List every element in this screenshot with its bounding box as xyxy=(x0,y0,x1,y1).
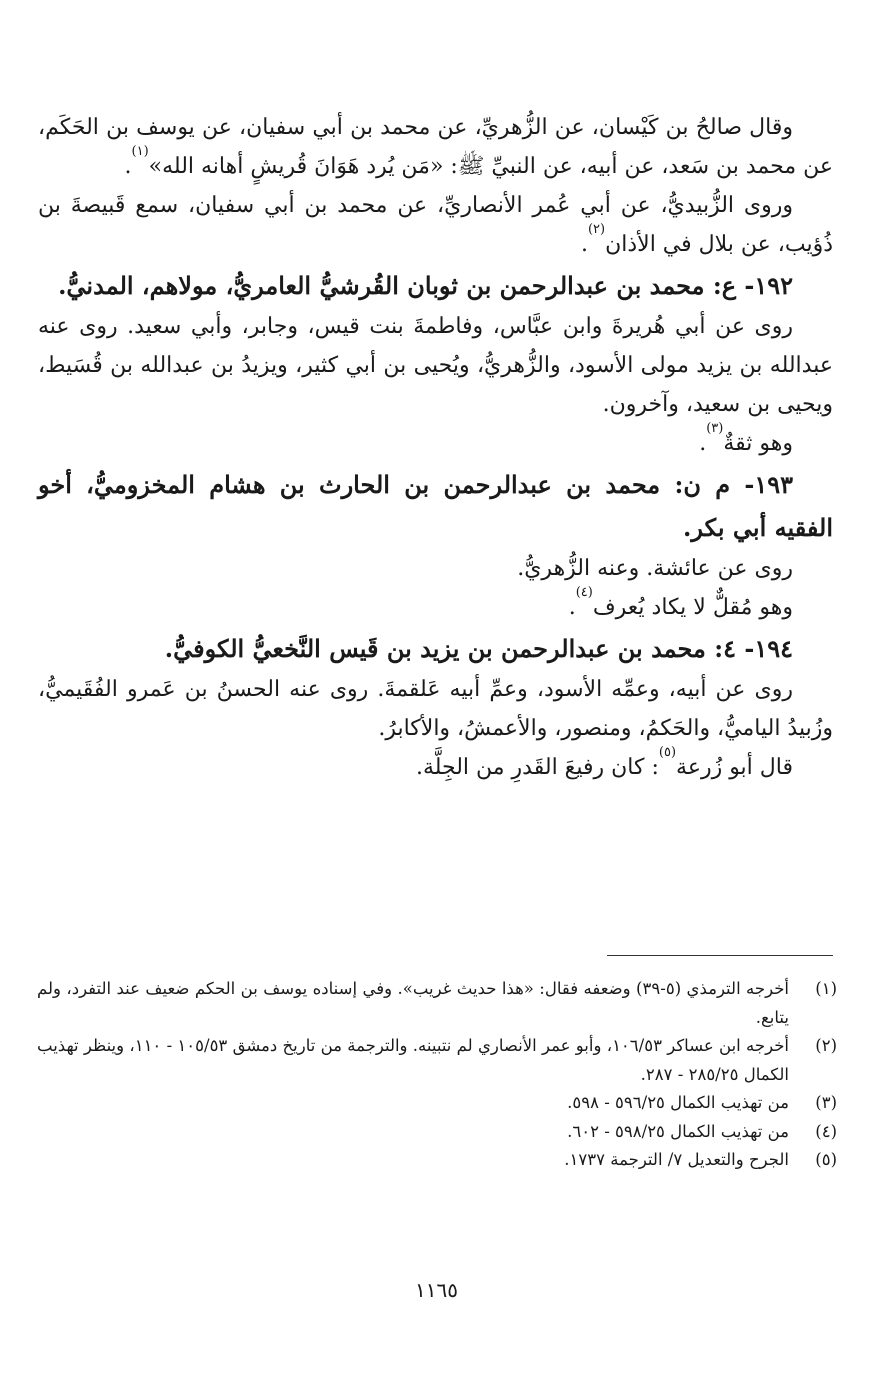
page-number: ١١٦٥ xyxy=(415,1278,458,1302)
paragraph-text: وقال صالحُ بن كَيْسان، عن الزُّهريِّ، عن محمد بن أبي سفيان، عن يوسف بن الحَكَم، عن محمد بن سَعد، عن أبيه، عن النبيِّ ﷺ: «مَن يُرد هَوَانَ قُريشٍ أهانه الله» xyxy=(38,115,833,179)
paragraph-194-narrators xyxy=(38,670,833,748)
footnote-number: (٤) xyxy=(815,1121,837,1141)
paragraph-text-after: : كان رفيعَ القَدرِ من الجِلَّة. xyxy=(415,755,659,780)
entry-number: ١٩٣- م ن: xyxy=(674,470,793,499)
entry-number: ١٩٢- ع: xyxy=(712,271,793,300)
entry-title: محمد بن عبدالرحمن بن ثوبان القُرشيُّ العامريُّ، مولاهم، المدنيُّ. xyxy=(58,271,705,300)
paragraph-192-grading xyxy=(38,421,833,463)
footnote-text: الجرح والتعديل ٧/ الترجمة ١٧٣٧. xyxy=(564,1150,789,1169)
paragraph-zubaydi-narration xyxy=(38,186,833,264)
paragraph-text: وهو مُقلٌّ لا يكاد يُعرف xyxy=(592,595,793,620)
entry-title: محمد بن عبدالرحمن بن الحارث بن هشام المخزوميُّ، أخو الفقيه أبي بكر. xyxy=(38,470,833,542)
footnote-text: من تهذيب الكمال ٥٩٨/٢٥ - ٦٠٢. xyxy=(567,1121,789,1141)
footnote-ref-5[interactable]: (٥) xyxy=(658,745,677,760)
paragraph-text: روى عن عائشة. وعنه الزُّهريُّ. xyxy=(517,556,793,581)
paragraph-192-narrators xyxy=(38,307,833,424)
footnote-separator xyxy=(607,955,833,956)
footnote-ref-1[interactable]: (١) xyxy=(131,144,149,159)
paragraph-194-grading xyxy=(38,745,833,787)
footnote-number: (٣) xyxy=(815,1093,837,1112)
footnote-text: أخرجه ابن عساكر ١٠٦/٥٣، وأبو عمر الأنصاري لم نتبينه. والترجمة من تاريخ دمشق ١٠٥/٥٣ - ١١٠، وينظر تهذيب الكمال ٢٨٥/٢٥ - ٢٨٧. xyxy=(37,1036,789,1084)
paragraph-text: قال أبو زُرعة xyxy=(676,755,793,780)
entry-title: محمد بن عبدالرحمن بن يزيد بن قَيس النَّخعيُّ الكوفيُّ. xyxy=(164,634,706,663)
footnote-number: (٢) xyxy=(815,1036,837,1055)
paragraph-text: وهو ثقةٌ xyxy=(723,431,793,456)
paragraph-end: . xyxy=(568,595,576,620)
paragraph-end: . xyxy=(699,431,707,456)
footnotes xyxy=(37,975,837,1175)
footnote-ref-4[interactable]: (٤) xyxy=(575,585,593,600)
paragraph-end: . xyxy=(124,154,132,179)
entry-heading-192 xyxy=(38,264,833,307)
paragraph-193-grading xyxy=(38,585,833,627)
paragraph-193-narrators xyxy=(38,549,833,588)
main-text xyxy=(38,108,833,787)
paragraph-text: روى عن أبي هُريرةَ وابن عبَّاس، وفاطمةَ بنت قيس، وجابر، وأبي سعيد. روى عنه عبدالله بن يزيد مولى الأسود، والزُّهريُّ، ويُحيى بن أبي كثير، ويزيدُ بن عبدالله بن قُسَيط، ويحيى بن سعيد، وآخرون. xyxy=(38,314,833,417)
entry-heading-193 xyxy=(38,463,833,549)
footnote-number: (٥) xyxy=(815,1150,837,1169)
paragraph-salih-narration xyxy=(38,108,833,186)
footnote-ref-3[interactable]: (٣) xyxy=(706,421,724,436)
entry-heading-194 xyxy=(38,627,833,670)
footnote-number: (١) xyxy=(815,979,837,998)
footnote-4 xyxy=(37,1118,837,1147)
footnote-3 xyxy=(37,1089,837,1118)
footnote-ref-2[interactable]: (٢) xyxy=(587,222,606,237)
footnote-1 xyxy=(37,975,837,1032)
entry-number: ١٩٤- ٤: xyxy=(714,634,793,663)
paragraph-text: روى عن أبيه، وعمِّه الأسود، وعمِّ أبيه عَلقمةَ. روى عنه الحسنُ بن عَمرو الفُقَيميُّ، وزُبيدُ الياميُّ، والحَكمُ، ومنصور، والأعمشُ، والأكابرُ. xyxy=(38,677,833,741)
footnote-2 xyxy=(37,1032,837,1089)
footnote-separator-wrap xyxy=(38,955,833,957)
footnote-text: من تهذيب الكمال ٥٩٦/٢٥ - ٥٩٨. xyxy=(567,1093,789,1112)
footnote-text: أخرجه الترمذي (٥-٣٩) وضعفه فقال: «هذا حديث غريب». وفي إسناده يوسف بن الحكم ضعيف عند التفرد، ولم يتابع. xyxy=(37,979,789,1027)
paragraph-end: . xyxy=(580,232,588,257)
footnote-5 xyxy=(37,1146,837,1175)
paragraph-text: وروى الزُّبيديُّ، عن أبي عُمر الأنصاريِّ، عن محمد بن أبي سفيان، سمع قَبيصةَ بن ذُؤيب، عن بلال في الأذان xyxy=(38,193,833,257)
